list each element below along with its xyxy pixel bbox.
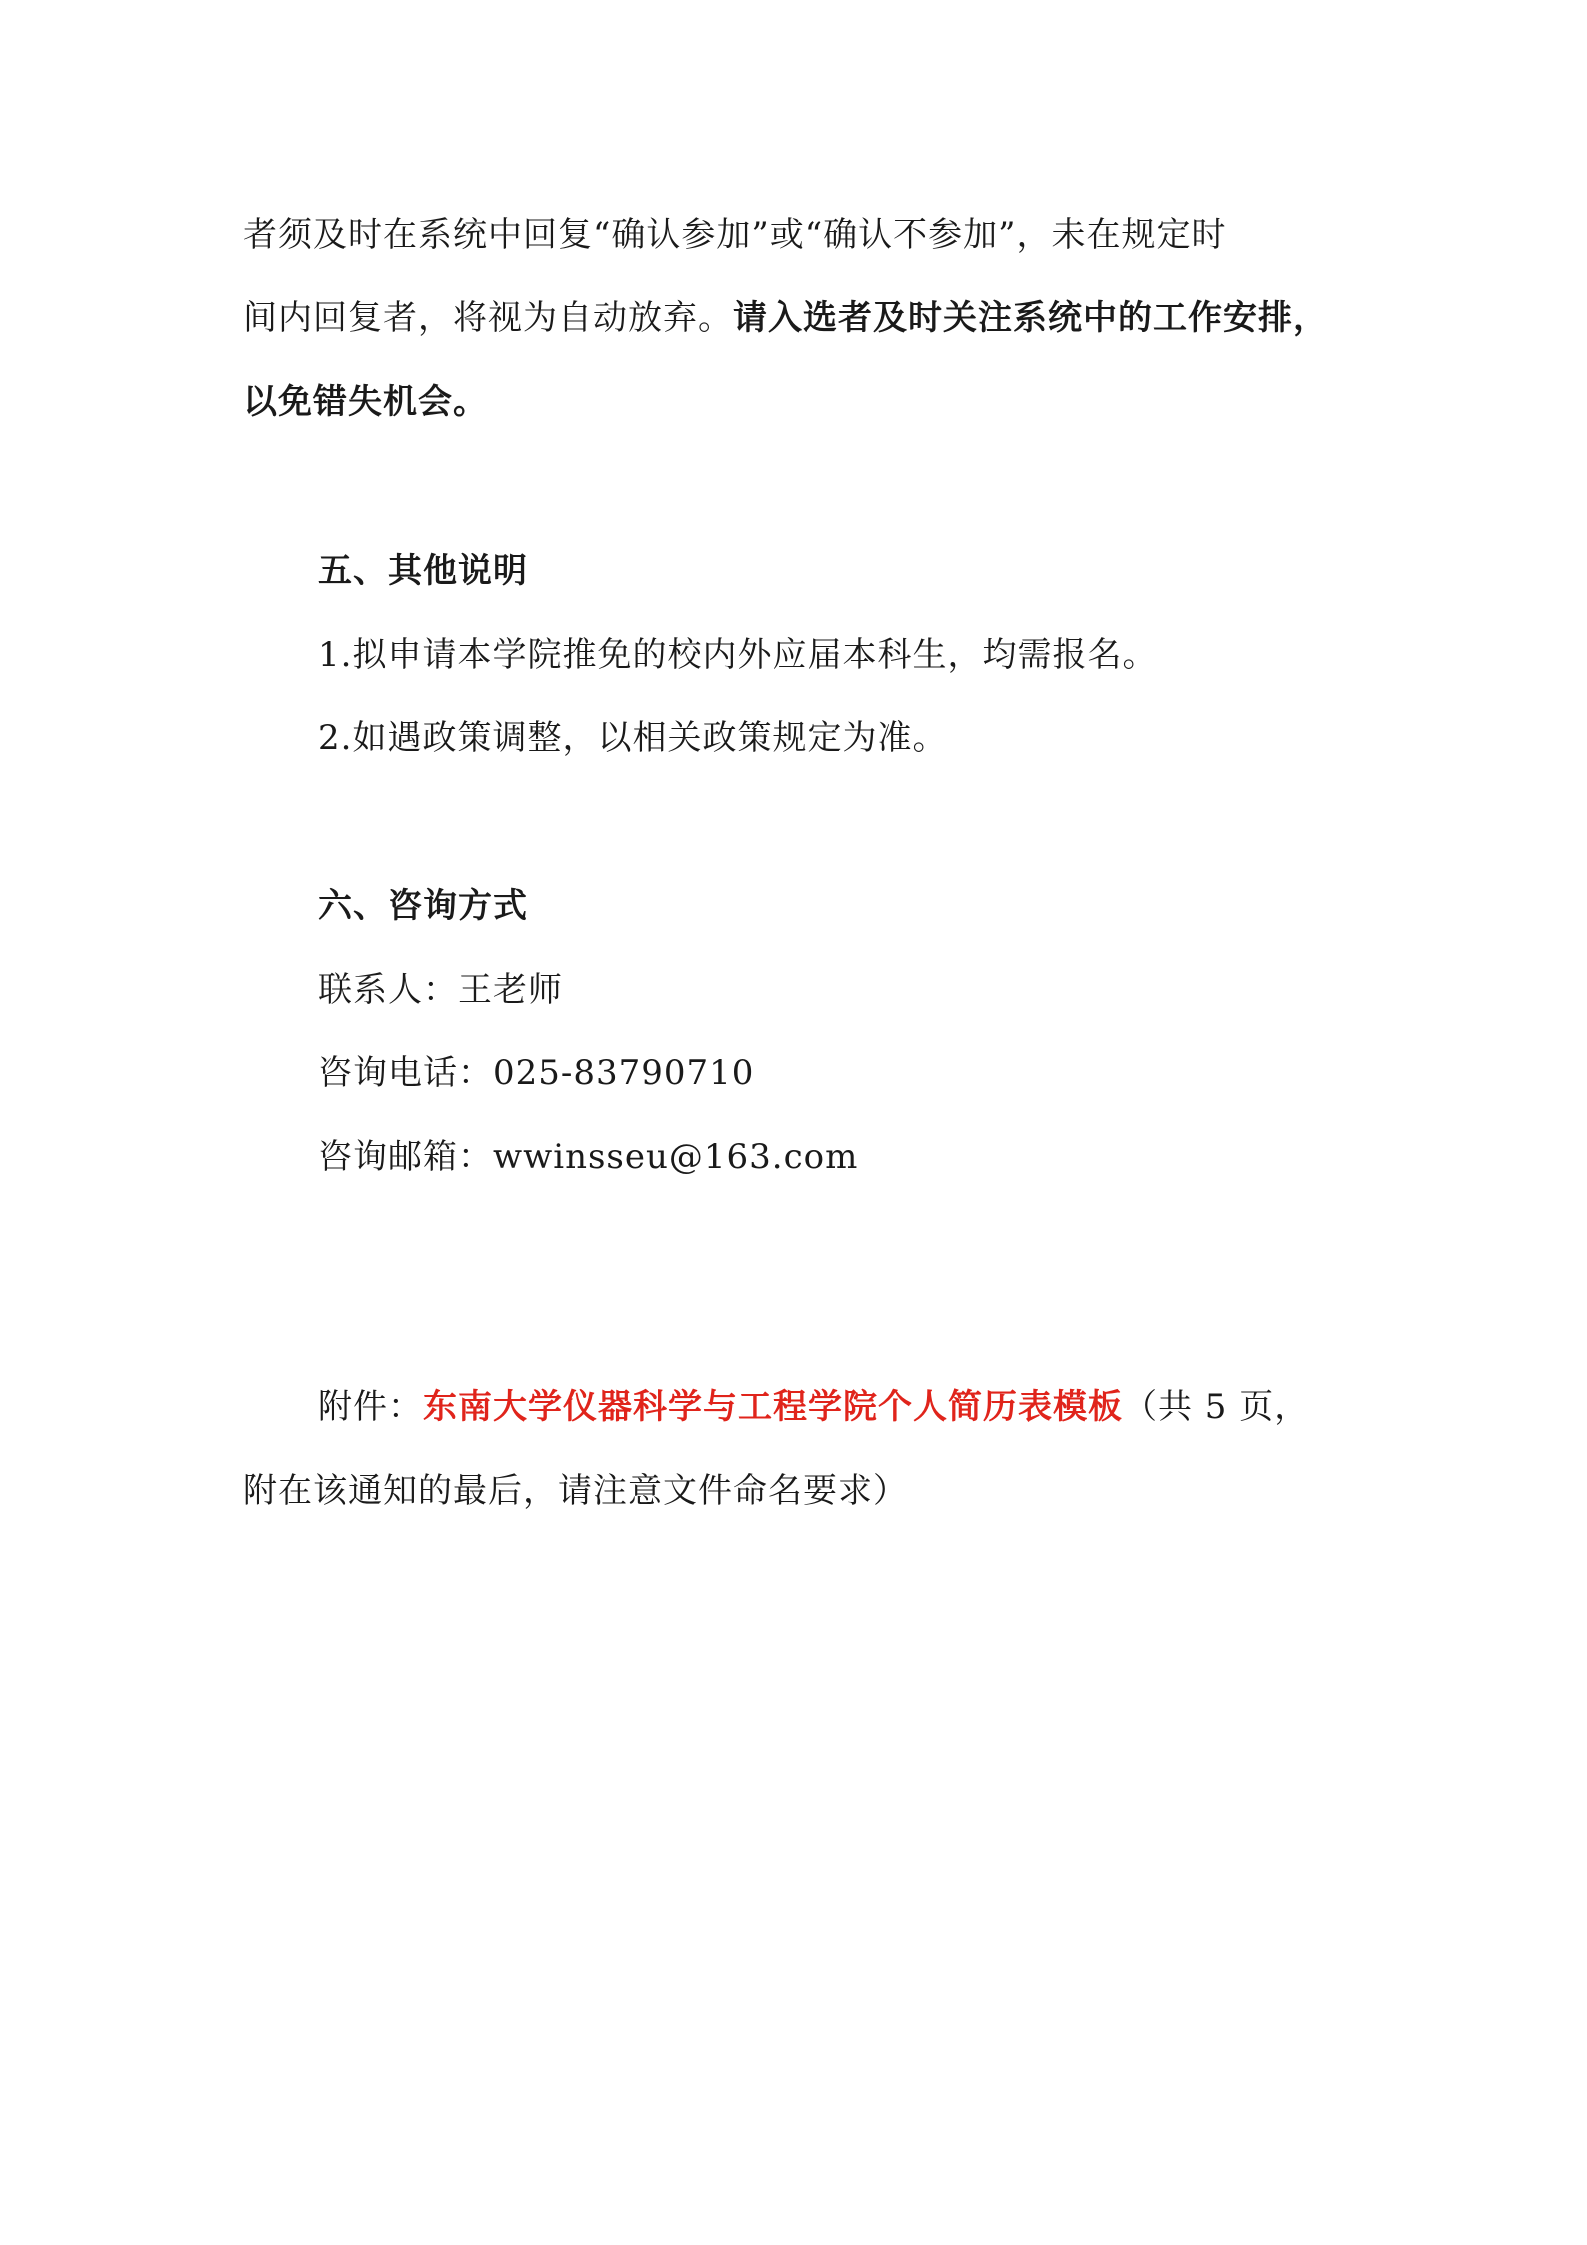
- paragraph-emphasis: 以免错失机会。: [243, 382, 488, 422]
- attachment-title: 东南大学仪器科学与工程学院个人简历表模板: [423, 1387, 1123, 1427]
- paragraph-line-1: [243, 213, 1227, 257]
- paragraph-line-3: [243, 380, 488, 424]
- attachment-note: （共 5 页，: [1123, 1387, 1310, 1427]
- contact-email: 咨询邮箱：wwinsseu@163.com: [318, 1137, 859, 1177]
- attachment-line-1: [318, 1385, 1309, 1429]
- note-item-1: 1.拟申请本学院推免的校内外应届本科生，均需报名。: [318, 635, 1158, 675]
- paragraph-text: 间内回复者，将视为自动放弃。: [243, 298, 733, 338]
- paragraph-line-2: [243, 296, 1328, 340]
- section-heading-other-notes: 五、其他说明: [318, 551, 528, 591]
- contact-person: 联系人：王老师: [318, 970, 563, 1010]
- contact-phone: 咨询电话：025-83790710: [318, 1053, 755, 1093]
- paragraph-emphasis: 请入选者及时关注系统中的工作安排，: [733, 298, 1328, 338]
- attachment-label: 附件：: [318, 1387, 423, 1427]
- paragraph-text: 者须及时在系统中回复“确认参加”或“确认不参加”，未在规定时: [243, 215, 1227, 255]
- section-heading-contact: 六、咨询方式: [318, 886, 528, 926]
- note-item-2: 2.如遇政策调整，以相关政策规定为准。: [318, 718, 948, 758]
- attachment-line-2: 附在该通知的最后，请注意文件命名要求）: [243, 1471, 908, 1511]
